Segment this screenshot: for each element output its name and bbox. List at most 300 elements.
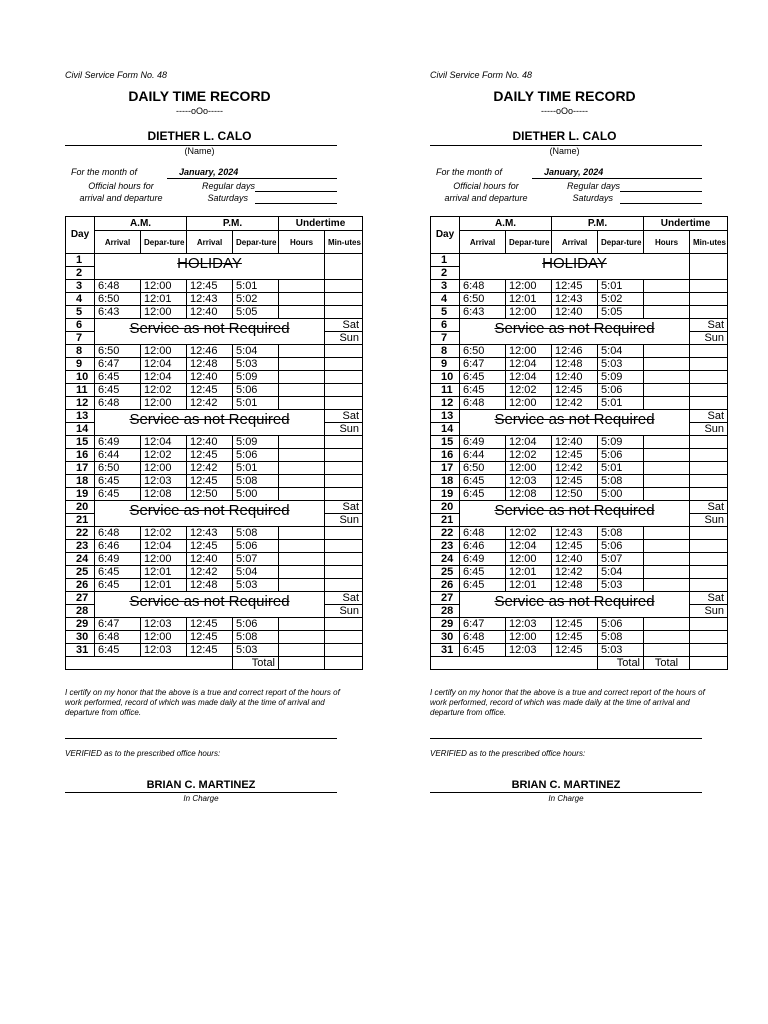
am-arrival-time: 6:47 (460, 618, 506, 631)
day-number: 5 (66, 306, 95, 319)
am-departure-time: 12:01 (506, 579, 552, 592)
saturdays-line (255, 203, 337, 204)
am-arrival-time: 6:45 (460, 371, 506, 384)
undertime-hours (279, 553, 325, 566)
header-minutes: Min-utes (325, 231, 363, 254)
table-row (66, 397, 363, 410)
pm-departure-time: 5:09 (233, 371, 279, 384)
saturdays-label: Saturdays (207, 193, 248, 203)
regular-days-label: Regular days (201, 181, 255, 191)
day-number: 14 (431, 423, 460, 436)
day-number: 27 (66, 592, 95, 605)
am-departure-time: 12:00 (506, 631, 552, 644)
day-number: 30 (66, 631, 95, 644)
in-charge-caption: In Charge (183, 794, 219, 803)
undertime-hours (644, 618, 690, 631)
am-arrival-time: 6:45 (95, 371, 141, 384)
am-departure-time: 12:03 (141, 618, 187, 631)
undertime-minutes (325, 293, 363, 306)
table-row (66, 345, 363, 358)
am-arrival-time: 6:47 (95, 618, 141, 631)
table-row (66, 527, 363, 540)
pm-arrival-time: 12:45 (187, 384, 233, 397)
day-number: 21 (431, 514, 460, 527)
service-not-required-note: Service as not Required (494, 320, 655, 337)
am-departure-time: 12:04 (141, 371, 187, 384)
pm-departure-time: 5:06 (233, 618, 279, 631)
weekend-mark: Sun (690, 605, 728, 618)
total-hours-cell (279, 657, 325, 670)
table-row (66, 358, 363, 371)
holiday-note: HOLIDAY (177, 255, 242, 272)
table-row (431, 527, 728, 540)
month-underline (532, 178, 702, 179)
name-caption: (Name) (184, 146, 215, 156)
regular-days-label: Regular days (566, 181, 620, 191)
table-row (66, 475, 363, 488)
undertime-hours (279, 345, 325, 358)
day-number: 26 (66, 579, 95, 592)
service-not-required-note: Service as not Required (494, 593, 655, 610)
holiday-note: HOLIDAY (542, 255, 607, 272)
undertime-hours (644, 631, 690, 644)
am-departure-time: 12:02 (141, 384, 187, 397)
day-number: 28 (431, 605, 460, 618)
pm-arrival-time: 12:45 (187, 540, 233, 553)
am-departure-time: 12:03 (141, 644, 187, 657)
undertime-hours (644, 553, 690, 566)
undertime-minutes (690, 397, 728, 410)
pm-arrival-time: 12:40 (187, 436, 233, 449)
am-departure-time: 12:00 (141, 306, 187, 319)
form-number: Civil Service Form No. 48 (430, 70, 533, 80)
official-hours-label-1: Official hours for (453, 181, 519, 191)
am-arrival-time: 6:45 (95, 644, 141, 657)
undertime-minutes (690, 618, 728, 631)
undertime-hours (279, 566, 325, 579)
am-arrival-time: 6:44 (460, 449, 506, 462)
in-charge-signature-line (430, 792, 702, 793)
am-departure-time: 12:00 (141, 631, 187, 644)
pm-departure-time: 5:00 (233, 488, 279, 501)
weekend-mark (690, 254, 728, 267)
weekend-mark (690, 267, 728, 280)
day-number: 9 (431, 358, 460, 371)
weekend-mark: Sat (325, 319, 363, 332)
table-row (431, 371, 728, 384)
day-number: 3 (66, 280, 95, 293)
am-departure-time: 12:01 (141, 566, 187, 579)
undertime-minutes (325, 280, 363, 293)
month-label: For the month of (71, 167, 138, 177)
am-departure-time: 12:08 (506, 488, 552, 501)
service-not-required-note: Service as not Required (129, 502, 290, 519)
undertime-minutes (690, 540, 728, 553)
am-arrival-time: 6:44 (95, 449, 141, 462)
am-departure-time: 12:00 (506, 306, 552, 319)
weekend-mark: Sun (325, 514, 363, 527)
day-number: 16 (431, 449, 460, 462)
undertime-minutes (325, 462, 363, 475)
undertime-hours (644, 371, 690, 384)
table-row (431, 631, 728, 644)
day-number: 5 (431, 306, 460, 319)
day-number: 7 (66, 332, 95, 345)
am-arrival-time: 6:48 (95, 280, 141, 293)
employee-name: DIETHER L. CALO (512, 129, 617, 143)
pm-departure-time: 5:04 (233, 566, 279, 579)
undertime-minutes (690, 293, 728, 306)
service-not-required-note: Service as not Required (494, 502, 655, 519)
pm-departure-time: 5:03 (598, 644, 644, 657)
pm-departure-time: 5:09 (233, 436, 279, 449)
non-working-cell (95, 501, 325, 527)
in-charge-name: BRIAN C. MARTINEZ (511, 779, 621, 791)
pm-departure-time: 5:01 (233, 280, 279, 293)
am-arrival-time: 6:50 (95, 345, 141, 358)
am-arrival-time: 6:43 (460, 306, 506, 319)
table-row (431, 501, 728, 514)
total-minutes-cell (690, 657, 728, 670)
pm-departure-time: 5:06 (598, 449, 644, 462)
pm-departure-time: 5:05 (598, 306, 644, 319)
am-departure-time: 12:00 (506, 553, 552, 566)
weekend-mark: Sat (325, 410, 363, 423)
table-row (431, 293, 728, 306)
undertime-minutes (690, 553, 728, 566)
am-departure-time: 12:02 (506, 449, 552, 462)
verified-text: VERIFIED as to the prescribed office hours: (430, 749, 586, 758)
am-departure-time: 12:04 (141, 540, 187, 553)
weekend-mark: Sun (690, 514, 728, 527)
undertime-hours (279, 618, 325, 631)
undertime-minutes (325, 306, 363, 319)
pm-departure-time: 5:08 (233, 475, 279, 488)
day-number: 12 (66, 397, 95, 410)
in-charge-signature-line (65, 792, 337, 793)
undertime-minutes (325, 540, 363, 553)
table-row (66, 644, 363, 657)
header-am-departure: Depar-ture (141, 231, 187, 254)
undertime-minutes (325, 397, 363, 410)
pm-departure-time: 5:07 (598, 553, 644, 566)
undertime-hours (279, 371, 325, 384)
am-departure-time: 12:04 (506, 358, 552, 371)
non-working-cell (95, 410, 325, 436)
table-row (431, 475, 728, 488)
header-am-arrival: Arrival (95, 231, 141, 254)
pm-departure-time: 5:01 (598, 280, 644, 293)
table-row (431, 644, 728, 657)
undertime-hours (279, 293, 325, 306)
day-number: 20 (66, 501, 95, 514)
table-row (66, 540, 363, 553)
am-departure-time: 12:02 (141, 527, 187, 540)
day-number: 23 (66, 540, 95, 553)
header-day: Day (66, 217, 95, 254)
non-working-cell (460, 254, 690, 280)
am-departure-time: 12:00 (506, 397, 552, 410)
day-number: 31 (66, 644, 95, 657)
am-departure-time: 12:02 (506, 527, 552, 540)
pm-departure-time: 5:09 (598, 436, 644, 449)
am-arrival-time: 6:45 (95, 488, 141, 501)
undertime-minutes (325, 566, 363, 579)
table-row (431, 358, 728, 371)
day-number: 22 (431, 527, 460, 540)
undertime-hours (279, 449, 325, 462)
undertime-hours (644, 579, 690, 592)
am-departure-time: 12:00 (141, 553, 187, 566)
undertime-hours (279, 488, 325, 501)
total-hours-cell: Total (644, 657, 690, 670)
undertime-minutes (325, 384, 363, 397)
undertime-hours (644, 462, 690, 475)
am-departure-time: 12:01 (506, 293, 552, 306)
undertime-minutes (325, 358, 363, 371)
pm-departure-time: 5:04 (598, 566, 644, 579)
undertime-minutes (325, 371, 363, 384)
verified-text: VERIFIED as to the prescribed office hours: (65, 749, 221, 758)
day-number: 25 (431, 566, 460, 579)
weekend-mark: Sun (690, 332, 728, 345)
table-row (431, 397, 728, 410)
weekend-mark: Sat (325, 501, 363, 514)
weekend-mark (325, 254, 363, 267)
am-departure-time: 12:02 (141, 449, 187, 462)
undertime-minutes (325, 644, 363, 657)
undertime-minutes (325, 436, 363, 449)
header-am-arrival: Arrival (460, 231, 506, 254)
am-departure-time: 12:00 (141, 345, 187, 358)
day-number: 28 (66, 605, 95, 618)
day-number: 29 (431, 618, 460, 631)
table-row (431, 410, 728, 423)
pm-departure-time: 5:08 (598, 475, 644, 488)
pm-arrival-time: 12:43 (187, 293, 233, 306)
undertime-hours (644, 488, 690, 501)
service-not-required-note: Service as not Required (129, 320, 290, 337)
am-arrival-time: 6:45 (460, 488, 506, 501)
am-arrival-time: 6:48 (95, 527, 141, 540)
undertime-minutes (690, 449, 728, 462)
month-value: January, 2024 (179, 167, 239, 177)
table-row (431, 592, 728, 605)
am-departure-time: 12:00 (141, 397, 187, 410)
pm-departure-time: 5:03 (598, 579, 644, 592)
header-pm-arrival: Arrival (552, 231, 598, 254)
pm-departure-time: 5:06 (598, 384, 644, 397)
table-row (431, 254, 728, 267)
pm-departure-time: 5:06 (233, 449, 279, 462)
am-arrival-time: 6:45 (460, 579, 506, 592)
table-row (66, 449, 363, 462)
pm-arrival-time: 12:43 (552, 293, 598, 306)
undertime-minutes (690, 306, 728, 319)
pm-departure-time: 5:02 (598, 293, 644, 306)
table-row (66, 618, 363, 631)
undertime-minutes (325, 345, 363, 358)
saturdays-line (620, 203, 702, 204)
employee-name: DIETHER L. CALO (147, 129, 252, 143)
weekend-mark (325, 267, 363, 280)
day-number: 18 (66, 475, 95, 488)
pm-departure-time: 5:03 (233, 358, 279, 371)
pm-arrival-time: 12:46 (187, 345, 233, 358)
day-number: 12 (431, 397, 460, 410)
table-row (66, 384, 363, 397)
non-working-cell (95, 254, 325, 280)
am-arrival-time: 6:50 (460, 345, 506, 358)
day-number: 29 (66, 618, 95, 631)
table-row (431, 462, 728, 475)
header-pm-departure: Depar-ture (598, 231, 644, 254)
undertime-hours (279, 397, 325, 410)
day-number: 11 (66, 384, 95, 397)
am-arrival-time: 6:50 (460, 462, 506, 475)
am-arrival-time: 6:50 (95, 293, 141, 306)
am-arrival-time: 6:48 (460, 527, 506, 540)
am-arrival-time: 6:50 (460, 293, 506, 306)
am-arrival-time: 6:49 (95, 553, 141, 566)
non-working-cell (95, 319, 325, 345)
day-number: 13 (431, 410, 460, 423)
undertime-hours (644, 475, 690, 488)
table-row (431, 319, 728, 332)
undertime-hours (279, 540, 325, 553)
pm-departure-time: 5:08 (233, 527, 279, 540)
day-number: 6 (66, 319, 95, 332)
pm-departure-time: 5:03 (233, 579, 279, 592)
undertime-hours (644, 345, 690, 358)
am-arrival-time: 6:45 (95, 384, 141, 397)
undertime-hours (644, 280, 690, 293)
form-title: DAILY TIME RECORD (128, 88, 271, 104)
undertime-minutes (325, 527, 363, 540)
day-number: 7 (431, 332, 460, 345)
undertime-hours (644, 566, 690, 579)
undertime-minutes (690, 384, 728, 397)
official-hours-label-1: Official hours for (88, 181, 154, 191)
undertime-minutes (690, 644, 728, 657)
time-record-table (430, 216, 728, 670)
pm-arrival-time: 12:45 (552, 540, 598, 553)
undertime-minutes (690, 579, 728, 592)
service-not-required-note: Service as not Required (129, 593, 290, 610)
pm-arrival-time: 12:45 (552, 618, 598, 631)
table-row (66, 410, 363, 423)
am-departure-time: 12:04 (141, 436, 187, 449)
header-hours: Hours (279, 231, 325, 254)
pm-arrival-time: 12:45 (552, 631, 598, 644)
pm-arrival-time: 12:42 (552, 462, 598, 475)
regular-days-line (255, 191, 337, 192)
table-row (431, 540, 728, 553)
am-departure-time: 12:03 (506, 618, 552, 631)
month-value: January, 2024 (544, 167, 604, 177)
day-number: 4 (66, 293, 95, 306)
am-arrival-time: 6:45 (460, 566, 506, 579)
table-row (431, 488, 728, 501)
total-label: Total (598, 657, 644, 670)
pm-arrival-time: 12:40 (552, 371, 598, 384)
table-row (66, 293, 363, 306)
pm-departure-time: 5:06 (598, 618, 644, 631)
am-arrival-time: 6:49 (460, 436, 506, 449)
header-undertime: Undertime (279, 217, 363, 231)
undertime-minutes (690, 345, 728, 358)
table-row (66, 436, 363, 449)
pm-departure-time: 5:06 (598, 540, 644, 553)
am-departure-time: 12:04 (141, 358, 187, 371)
pm-arrival-time: 12:46 (552, 345, 598, 358)
non-working-cell (460, 410, 690, 436)
in-charge-caption: In Charge (548, 794, 584, 803)
undertime-hours (279, 527, 325, 540)
undertime-minutes (325, 449, 363, 462)
table-row (431, 553, 728, 566)
header-minutes: Min-utes (690, 231, 728, 254)
non-working-cell (95, 592, 325, 618)
am-departure-time: 12:00 (506, 345, 552, 358)
undertime-minutes (690, 566, 728, 579)
total-row-spacer (66, 657, 233, 670)
undertime-hours (644, 397, 690, 410)
non-working-cell (460, 592, 690, 618)
pm-departure-time: 5:03 (233, 644, 279, 657)
title-ornament: -----oOo----- (541, 106, 588, 116)
undertime-minutes (690, 358, 728, 371)
undertime-minutes (325, 553, 363, 566)
am-arrival-time: 6:48 (95, 631, 141, 644)
table-row (431, 618, 728, 631)
table-row (431, 436, 728, 449)
day-number: 15 (431, 436, 460, 449)
pm-departure-time: 5:06 (233, 540, 279, 553)
am-arrival-time: 6:46 (460, 540, 506, 553)
am-departure-time: 12:04 (506, 436, 552, 449)
undertime-minutes (325, 618, 363, 631)
pm-arrival-time: 12:42 (187, 397, 233, 410)
am-arrival-time: 6:46 (95, 540, 141, 553)
day-number: 6 (431, 319, 460, 332)
header-hours: Hours (644, 231, 690, 254)
undertime-hours (279, 631, 325, 644)
table-row (431, 384, 728, 397)
undertime-hours (644, 358, 690, 371)
undertime-minutes (690, 280, 728, 293)
pm-arrival-time: 12:40 (552, 436, 598, 449)
pm-departure-time: 5:05 (233, 306, 279, 319)
official-hours-label-2: arrival and departure (444, 193, 528, 203)
pm-departure-time: 5:08 (598, 631, 644, 644)
undertime-hours (279, 475, 325, 488)
day-number: 8 (431, 345, 460, 358)
am-departure-time: 12:02 (506, 384, 552, 397)
pm-departure-time: 5:04 (598, 345, 644, 358)
header-pm: P.M. (187, 217, 279, 231)
saturdays-label: Saturdays (572, 193, 613, 203)
pm-arrival-time: 12:42 (552, 397, 598, 410)
weekend-mark: Sat (690, 501, 728, 514)
day-number: 18 (431, 475, 460, 488)
day-number: 1 (66, 254, 95, 267)
table-row (66, 631, 363, 644)
pm-arrival-time: 12:48 (552, 358, 598, 371)
pm-arrival-time: 12:40 (187, 553, 233, 566)
am-arrival-time: 6:48 (460, 280, 506, 293)
day-number: 2 (431, 267, 460, 280)
